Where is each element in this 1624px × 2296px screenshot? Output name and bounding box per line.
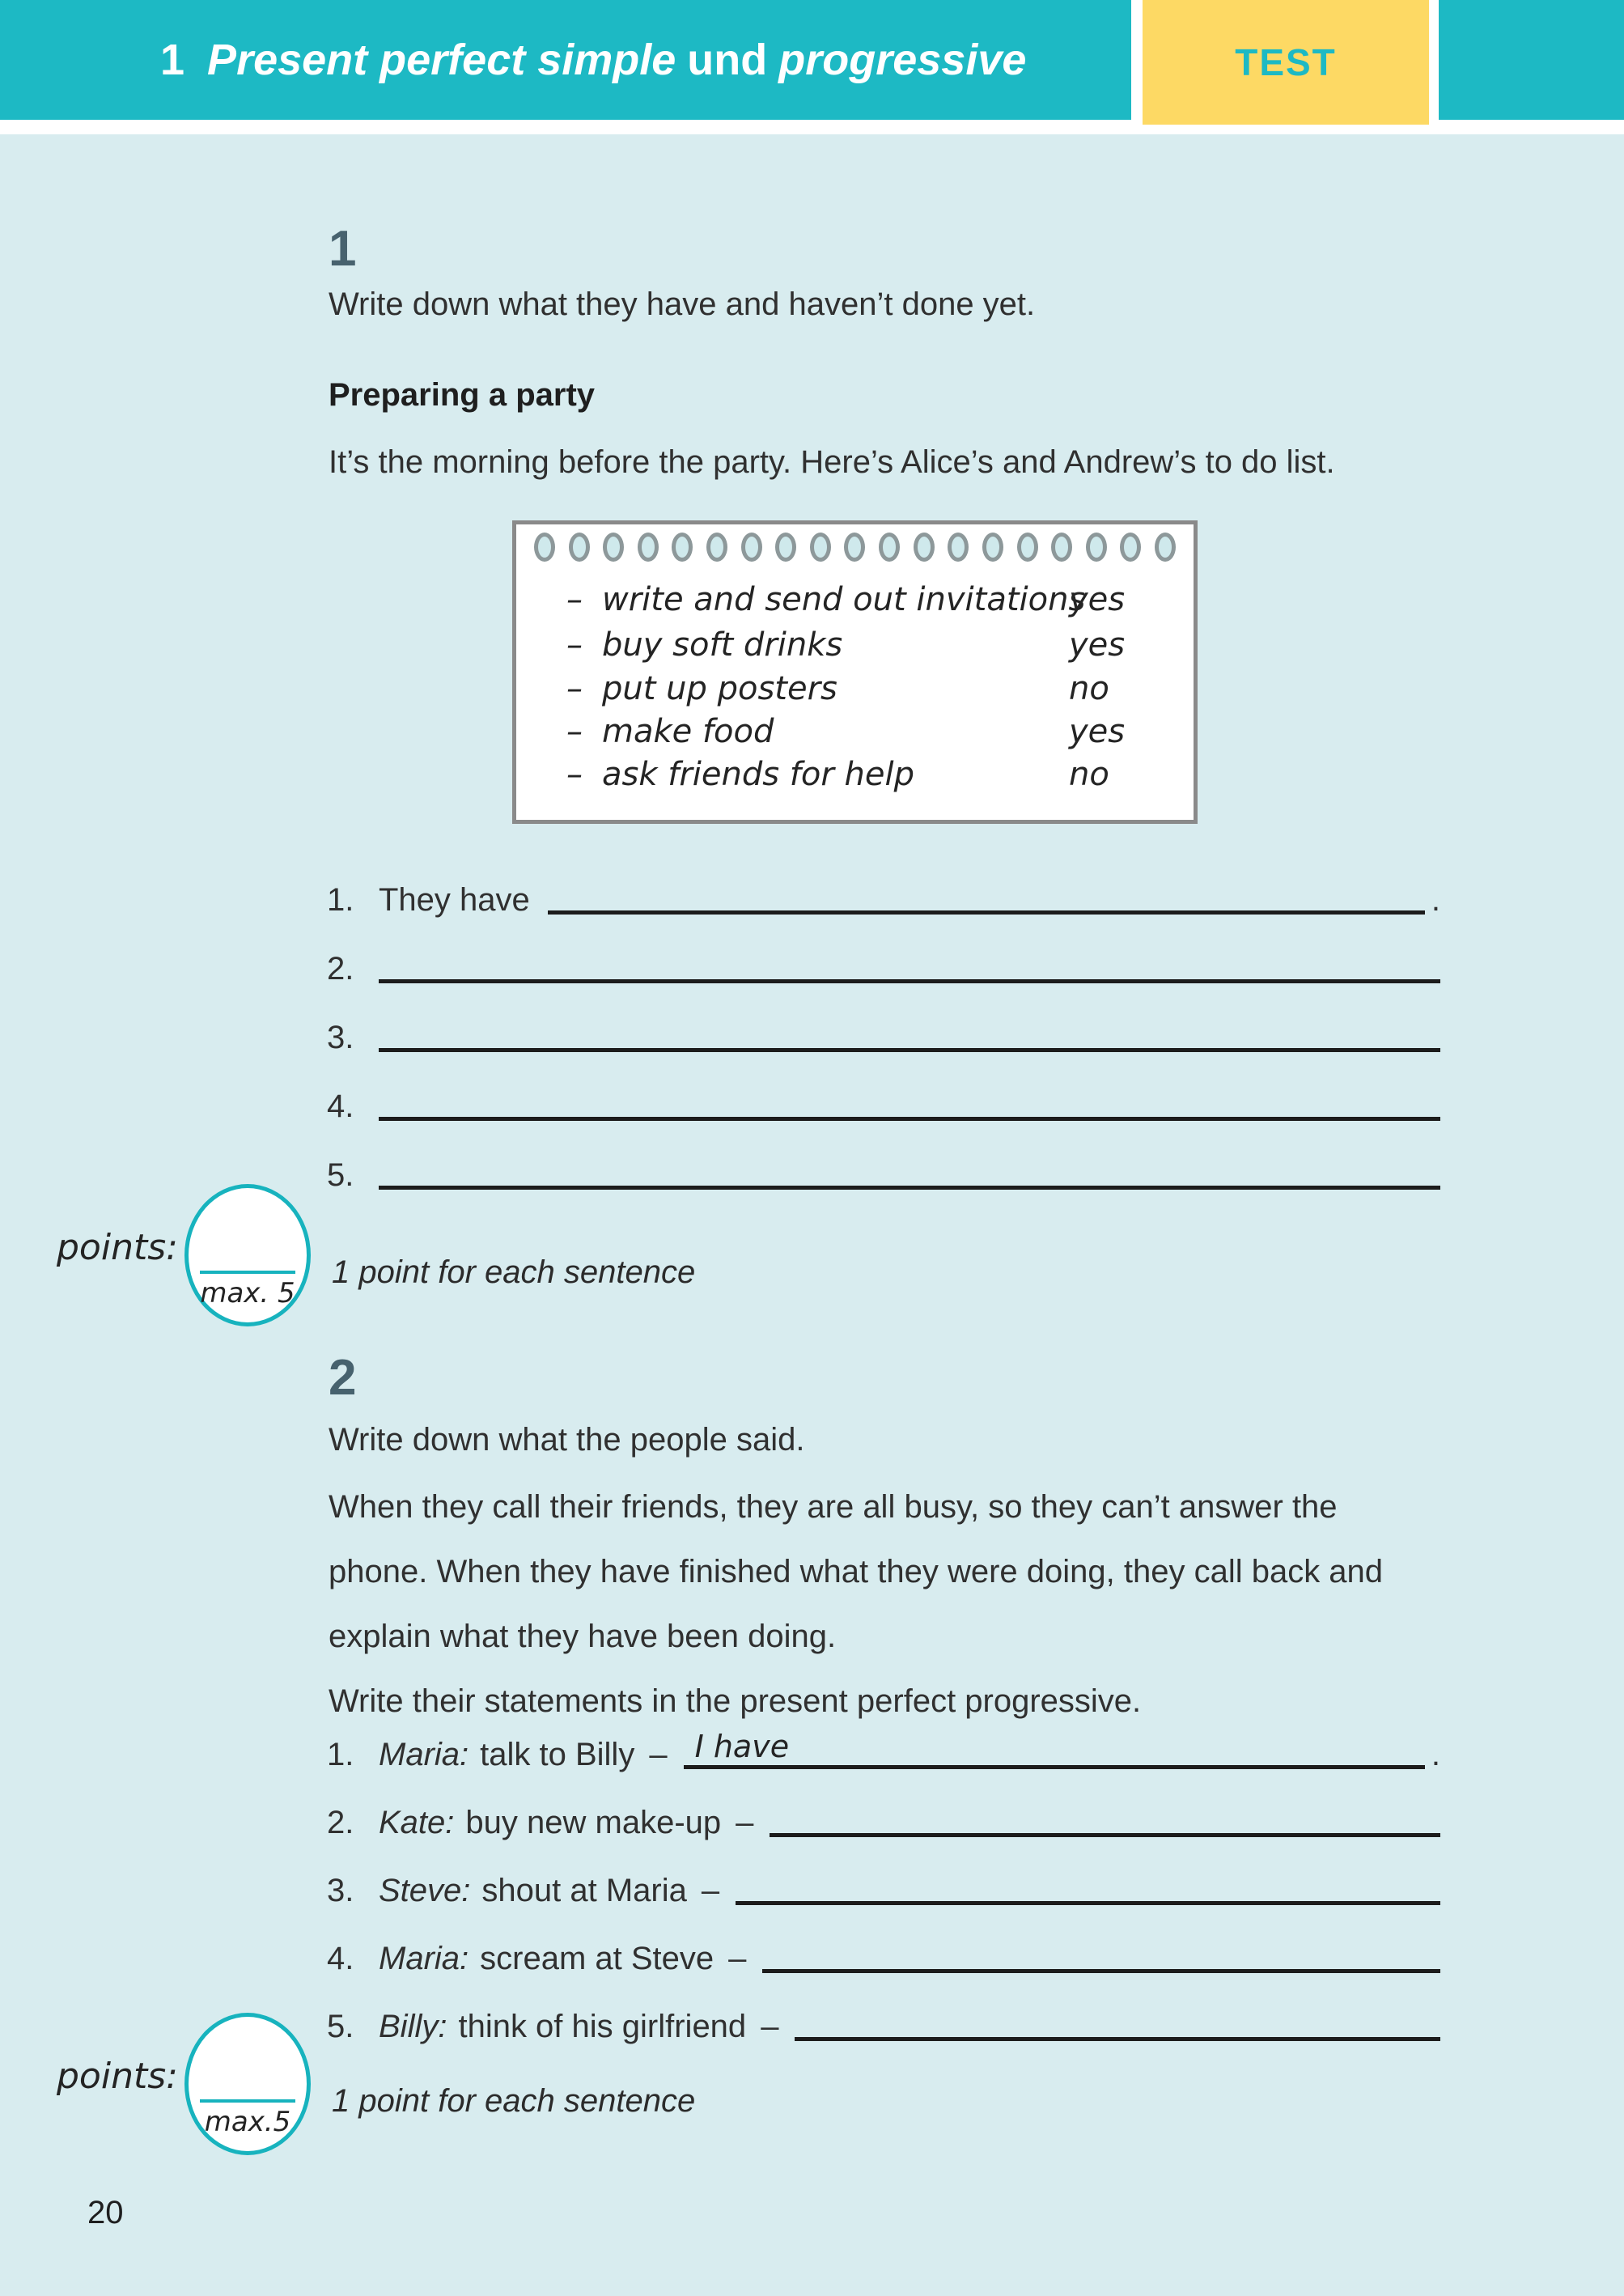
answer-number: 4. <box>327 1089 354 1124</box>
spiral-hole-icon <box>810 533 831 562</box>
spiral-hole-icon <box>672 533 693 562</box>
exercise2-instruction: Write down what the people said. <box>329 1422 805 1458</box>
dash-bullet: – <box>566 670 583 707</box>
page-number: 20 <box>87 2195 124 2230</box>
points-score-circle[interactable] <box>184 2013 311 2155</box>
answer-prompt: think of his girlfriend <box>458 2009 747 2044</box>
points-note: 1 point for each sentence <box>332 1254 696 1290</box>
todo-item <box>516 670 1194 711</box>
spiral-hole-icon <box>741 533 762 562</box>
answer-blank-line[interactable] <box>684 1729 1425 1769</box>
answer-blank-line[interactable] <box>548 902 1425 915</box>
points-label: points: <box>57 2056 178 2097</box>
todo-item <box>516 756 1194 796</box>
exercise1-subtitle: Preparing a party <box>329 377 596 413</box>
answer-number: 2. <box>327 1805 354 1840</box>
header-right-block <box>1439 0 1624 120</box>
title-part-conjunction: und <box>687 36 768 84</box>
answer-number: 2. <box>327 951 354 987</box>
dash-bullet: – <box>566 581 583 618</box>
todo-item <box>516 626 1194 667</box>
speaker-name: Kate: <box>379 1805 455 1840</box>
spiral-hole-icon <box>982 533 1003 562</box>
speaker-name: Maria: <box>379 1941 469 1976</box>
answer-row <box>327 1933 1440 1978</box>
answer-blank-line[interactable] <box>379 1109 1440 1121</box>
spiral-hole-icon <box>948 533 969 562</box>
todo-task: ask friends for help <box>602 756 914 793</box>
answer-row <box>327 2001 1440 2046</box>
dash: – <box>761 2009 779 2044</box>
exercise2-intro-line: phone. When they have finished what they were doing, they call back and <box>329 1554 1384 1589</box>
test-badge: TEST <box>1143 0 1429 125</box>
todo-status: yes <box>1069 581 1126 618</box>
answer-prompt: buy new make-up <box>465 1805 722 1840</box>
spiral-hole-icon <box>1120 533 1141 562</box>
exercise1-instruction: Write down what they have and haven’t done yet. <box>329 286 1036 322</box>
answer-blank-line[interactable] <box>379 1178 1440 1190</box>
title-part-italic-1: Present perfect simple <box>207 36 676 84</box>
unit-number: 1 <box>160 36 185 84</box>
answer-row <box>327 1865 1440 1910</box>
spiral-hole-icon <box>914 533 935 562</box>
spiral-hole-icon <box>879 533 900 562</box>
spiral-hole-icon <box>844 533 865 562</box>
dash-bullet: – <box>566 756 583 793</box>
answer-number: 3. <box>327 1873 354 1908</box>
todo-task: put up posters <box>602 670 837 707</box>
answer-prompt: scream at Steve <box>480 1941 714 1976</box>
dash-bullet: – <box>566 626 583 664</box>
spiral-hole-icon <box>775 533 796 562</box>
exercise2-number: 2 <box>329 1350 357 1406</box>
points-max: max.5 <box>204 2106 291 2138</box>
handwritten-answer: I have <box>694 1729 790 1764</box>
answer-number: 5. <box>327 1157 354 1193</box>
spiral-hole-icon <box>569 533 590 562</box>
title-part-italic-2: progressive <box>778 36 1027 84</box>
page-title <box>160 0 1026 120</box>
spiral-hole-icon <box>1017 533 1038 562</box>
speaker-name: Maria: <box>379 1737 469 1772</box>
answer-blank-line[interactable] <box>762 1961 1440 1973</box>
spiral-hole-icon <box>1086 533 1107 562</box>
points-divider <box>200 1271 295 1274</box>
answer-row <box>327 874 1440 919</box>
points-score-circle[interactable] <box>184 1184 311 1326</box>
points-note: 1 point for each sentence <box>332 2083 696 2119</box>
exercise2-intro-line: Write their statements in the present perfect progressive. <box>329 1683 1142 1719</box>
answer-blank-line[interactable] <box>379 971 1440 983</box>
dash: – <box>701 1873 720 1908</box>
spiral-hole-icon <box>638 533 659 562</box>
answer-prompt: talk to Billy <box>480 1737 635 1772</box>
answer-prompt: shout at Maria <box>481 1873 687 1908</box>
spiral-hole-icon <box>603 533 624 562</box>
spiral-hole-icon <box>1051 533 1072 562</box>
spiral-hole-icon <box>534 533 555 562</box>
todo-item <box>516 713 1194 753</box>
answer-number: 3. <box>327 1020 354 1055</box>
answer-row <box>327 1080 1440 1126</box>
todo-task: buy soft drinks <box>602 626 843 664</box>
answer-number: 1. <box>327 1737 354 1772</box>
todo-status: yes <box>1069 626 1126 664</box>
answer-row <box>327 943 1440 988</box>
todo-task: make food <box>602 713 774 750</box>
dash: – <box>736 1805 754 1840</box>
speaker-name: Steve: <box>379 1873 471 1908</box>
answer-suffix: . <box>1431 882 1440 918</box>
todo-status: no <box>1069 670 1109 707</box>
answer-row <box>327 1729 1440 1774</box>
answer-number: 5. <box>327 2009 354 2044</box>
answer-prefix: They have <box>379 882 530 918</box>
speaker-name: Billy: <box>379 2009 447 2044</box>
todo-status: yes <box>1069 713 1126 750</box>
todo-item <box>516 581 1194 622</box>
points-divider <box>200 2099 295 2103</box>
answer-number: 4. <box>327 1941 354 1976</box>
todo-status: no <box>1069 756 1109 793</box>
answer-blank-line[interactable] <box>770 1825 1440 1837</box>
exercise1-intro: It’s the morning before the party. Here’s Alice’s and Andrew’s to do list. <box>329 444 1335 480</box>
answer-row <box>327 1797 1440 1842</box>
dash: – <box>649 1737 668 1772</box>
spiral-hole-icon <box>706 533 727 562</box>
exercise1-number: 1 <box>329 221 357 277</box>
answer-suffix: . <box>1431 1737 1440 1772</box>
todo-note-card <box>512 520 1198 824</box>
answer-blank-line[interactable] <box>795 2029 1440 2041</box>
answer-row <box>327 1149 1440 1195</box>
answer-blank-line[interactable] <box>379 1040 1440 1052</box>
exercise2-intro-line: When they call their friends, they are all busy, so they can’t answer the <box>329 1489 1338 1525</box>
answer-blank-line[interactable] <box>736 1893 1440 1905</box>
spiral-hole-icon <box>1155 533 1176 562</box>
todo-task: write and send out invitations <box>602 581 1086 618</box>
points-max: max. 5 <box>200 1277 295 1309</box>
dash-bullet: – <box>566 713 583 750</box>
answer-row <box>327 1012 1440 1057</box>
spiral-holes <box>534 533 1176 562</box>
points-label: points: <box>57 1227 178 1268</box>
dash: – <box>728 1941 747 1976</box>
exercise2-intro-line: explain what they have been doing. <box>329 1619 837 1654</box>
answer-number: 1. <box>327 882 354 918</box>
